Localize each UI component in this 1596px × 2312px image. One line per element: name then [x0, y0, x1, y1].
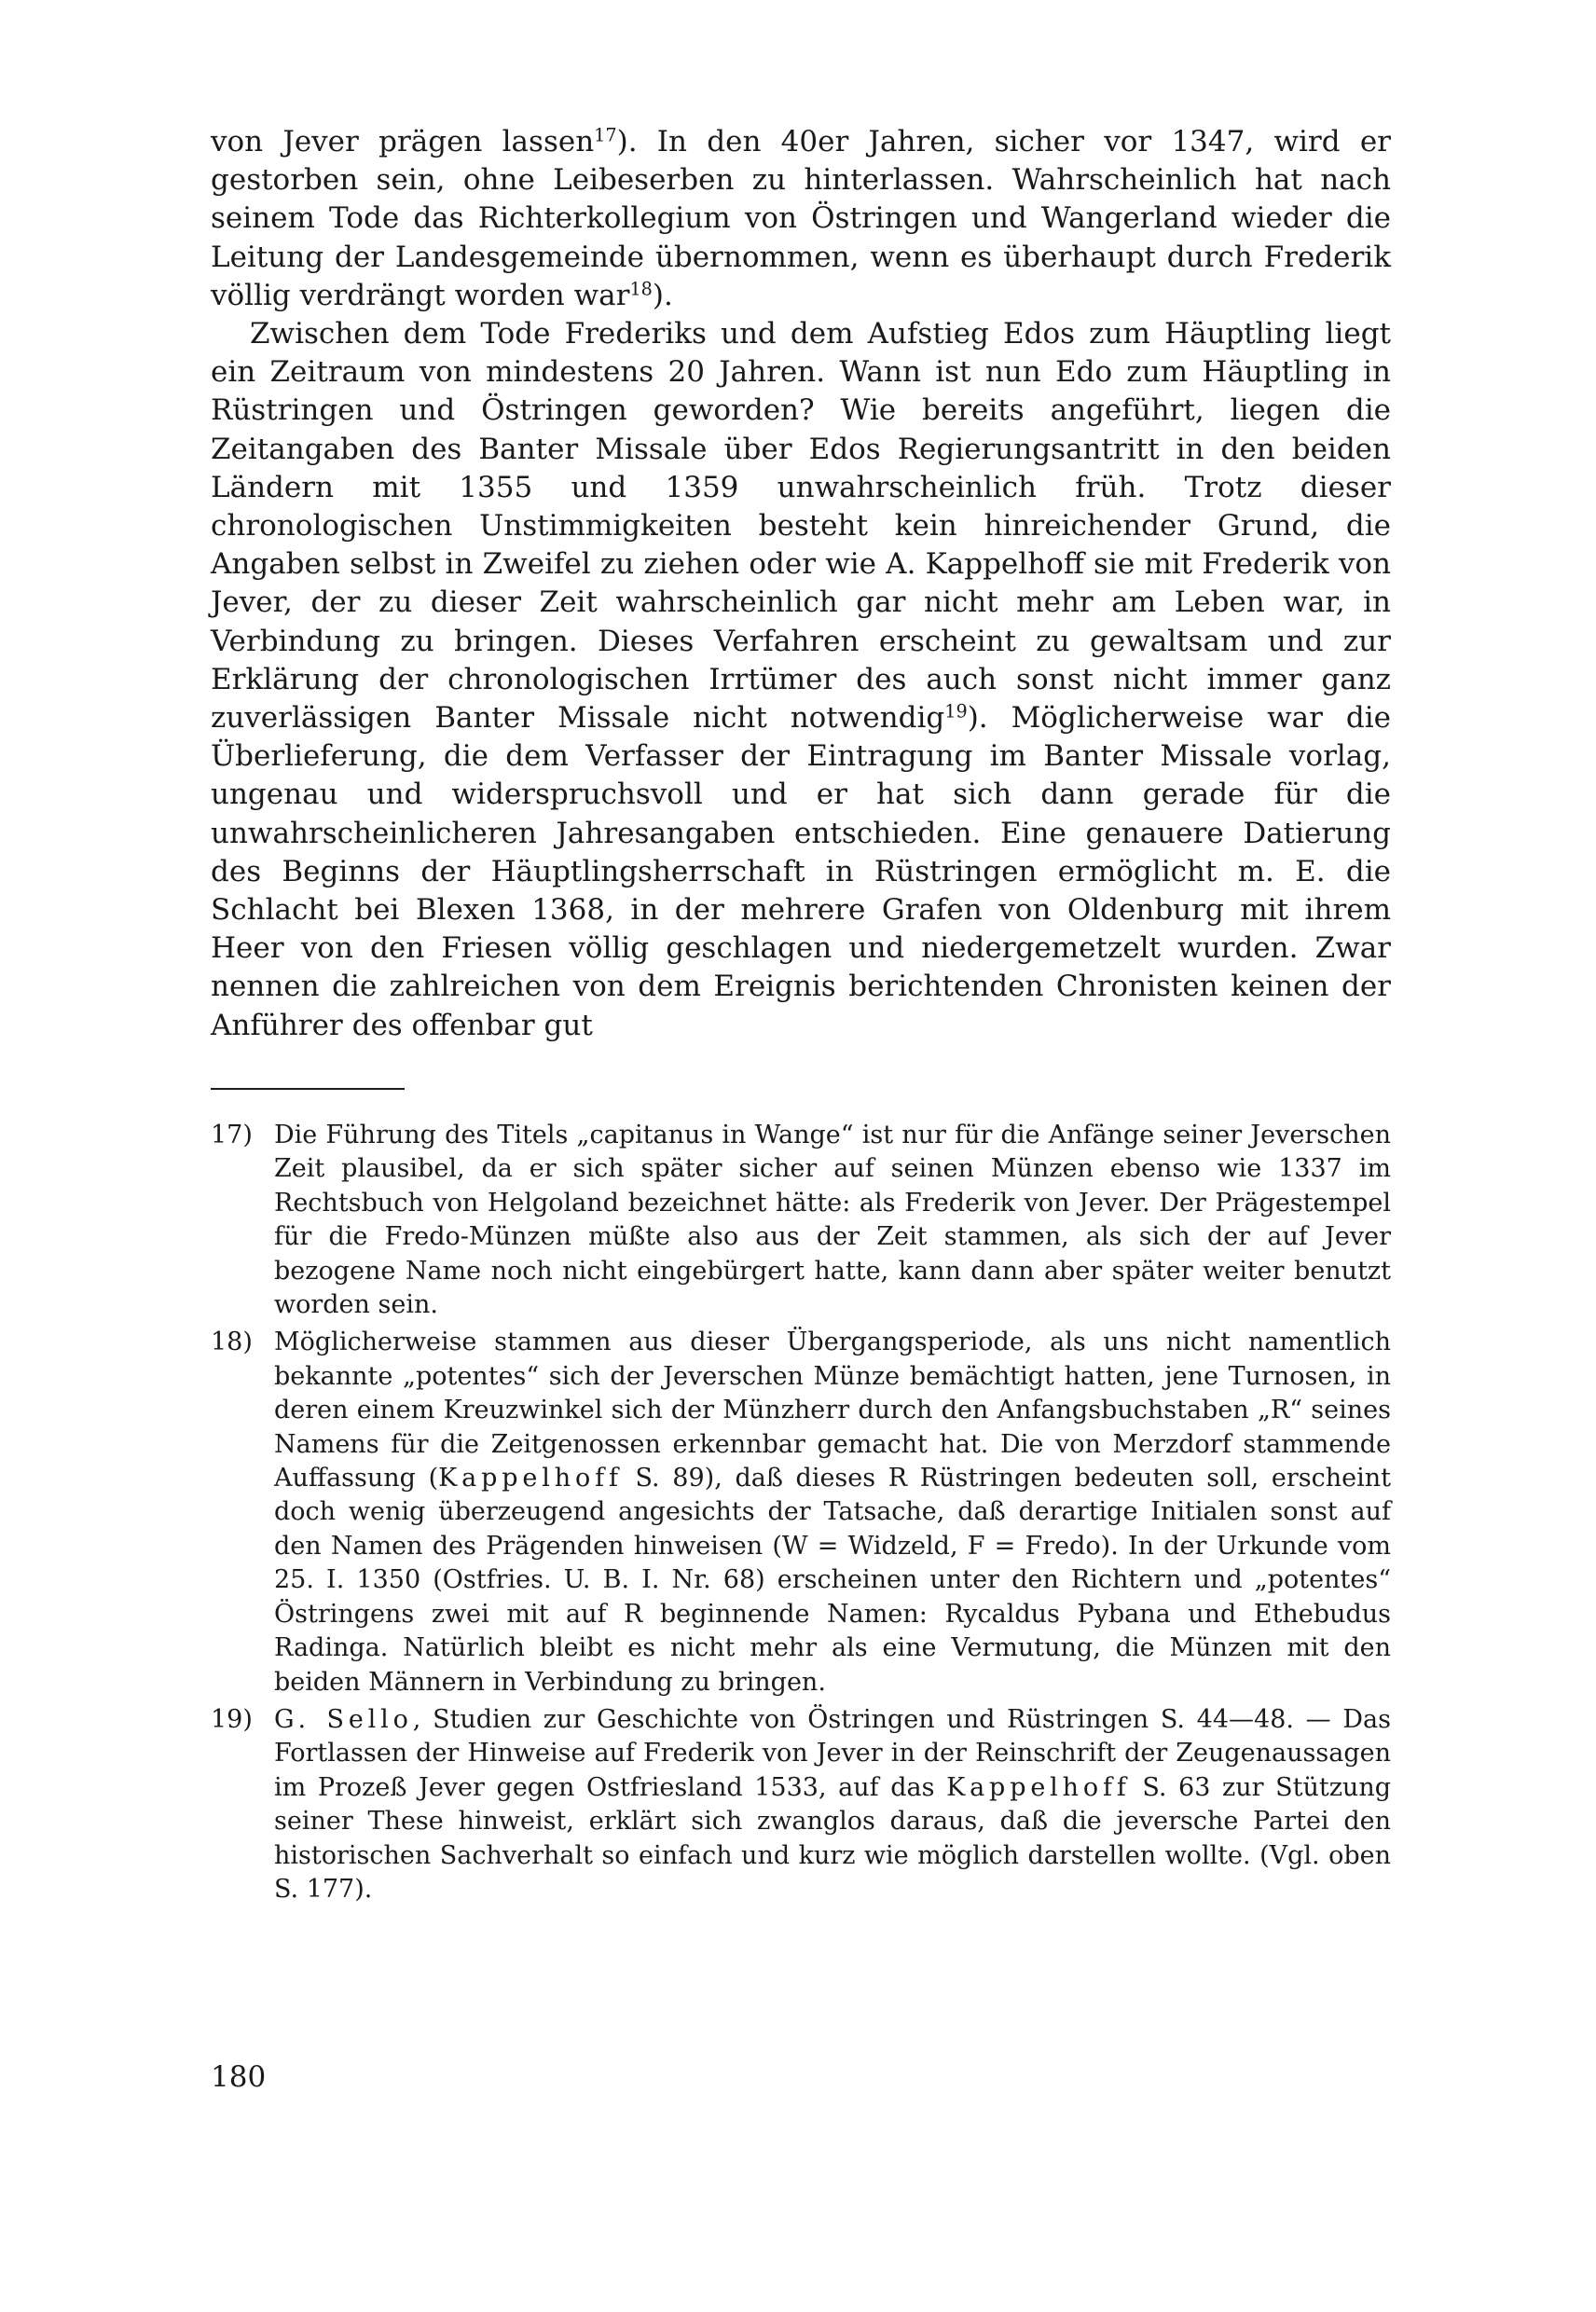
footnote-text-b: S. 89), daß dieses R Rüstringen bedeuten soll, erscheint doch wenig überzeugend angesichts der Tatsache, daß derartige Initialen sonst auf den Namen des Prägenden hinweisen (W = Widzeld, F = Fredo). In der Urkunde vom 25. I. 1350 (Ostfries. U. B. I. Nr. 68) erscheinen unter den Richtern und „potentes“ Östringens zwei mit auf R beginnende Namen: Rycaldus Pybana und Ethebudus Radinga. Natürlich bleibt es nicht mehr als eine Vermutung, die Münzen mit den beiden Männern in Verbindung zu bringen. [274, 1464, 1392, 1697]
paragraph-1-text: von Jever prägen lassen [211, 125, 595, 158]
footnote-text-a: Möglicherweise stammen aus dieser Übergangsperiode, als uns nicht namentlich bekannte „potentes“ sich der Jeverschen Münze bemächtigt hatten, jene Turnosen, in deren einem Kreuzwinkel sich der Münzherr durch den Anfangsbuchstaben „R“ seines Namens für die Zeitgenossen erkennbar gemacht hat. Die von Merzdorf stammende Auffassung ( [274, 1328, 1391, 1493]
main-text [211, 123, 1391, 1045]
footnote-ref-18: 18 [629, 278, 653, 300]
footnote-text [274, 1326, 1391, 1699]
author-name: Kappelhoff [438, 1464, 623, 1493]
footnote-number: 17) [211, 1121, 253, 1149]
page-number: 180 [211, 2060, 267, 2094]
footnote-number: 18) [211, 1328, 253, 1357]
footnote-18 [211, 1326, 1391, 1699]
footnote-text [274, 1703, 1391, 1906]
paragraph-1-text-b: ). In den 40er Jahren, sicher vor 1347, wird er gestorben sein, ohne Leibeserben zu hinterlassen. Wahrscheinlich hat nach seinem Tode das Richterkollegium von Östringen und Wangerland wieder die Leitung der Landesgemeinde übernommen, wenn es überhaupt durch Frederik völlig verdrängt worden war [211, 125, 1391, 312]
footnotes [211, 1119, 1391, 1910]
author-name: Kappelhoff [946, 1772, 1131, 1802]
footnote-ref-19: 19 [944, 700, 968, 722]
footnote-number: 19) [211, 1704, 253, 1734]
footnote-separator [211, 1088, 405, 1090]
author-name: G. Sello [274, 1704, 413, 1734]
footnote-19 [211, 1703, 1391, 1906]
paragraph-2 [211, 315, 1391, 1045]
footnote-text-a: , Studien zur Geschichte von Östringen und Rüstringen S. 44—48. — Das Fortlassen der Hinweise auf Frederik von Jever in der Reinschrift der Zeugenaussagen im Prozeß Jever gegen Ostfriesland 1533, auf das [274, 1704, 1391, 1802]
footnote-text-b: S. 63 zur Stützung seiner These hinweist, erklärt sich zwanglos daraus, daß die jeversche Partei den historischen Sachverhalt so einfach und kurz wie möglich darstellen wollte. (Vgl. oben S. 177). [274, 1772, 1391, 1904]
paragraph-1 [211, 123, 1391, 315]
paragraph-2-text-b: ). Möglicherweise war die Überlieferung, die dem Verfasser der Eintragung im Banter Missale vorlag, ungenau und widerspruchsvoll und er hat sich dann gerade für die unwahrscheinlicheren Jahresangaben entschieden. Eine genauere Datierung des Beginns der Häuptlingsherrschaft in Rüstringen ermöglicht m. E. die Schlacht bei Blexen 1368, in der mehrere Grafen von Oldenburg mit ihrem Heer von den Friesen völlig geschlagen und niedergemetzelt wurden. Zwar nennen die zahlreichen von dem Ereignis berichtenden Chronisten keinen der Anführer des offenbar gut [211, 701, 1391, 1042]
footnote-text: Die Führung des Titels „capitanus in Wange“ ist nur für die Anfänge seiner Jeverschen Zeit plausibel, da er sich später sicher auf seinen Münzen ebenso wie 1337 im Rechtsbuch von Helgoland bezeichnet hätte: als Frederik von Jever. Der Prägestempel für die Fredo-Münzen müßte also aus der Zeit stammen, als sich der auf Jever bezogene Name noch nicht eingebürgert hatte, kann dann aber später weiter benutzt worden sein. [274, 1121, 1391, 1320]
footnote-ref-17: 17 [594, 124, 617, 146]
paragraph-1-text-c: ). [652, 278, 673, 312]
paragraph-2-text: Zwischen dem Tode Frederiks und dem Aufstieg Edos zum Häuptling liegt ein Zeitraum von mindestens 20 Jahren. Wann ist nun Edo zum Häuptling in Rüstringen und Östringen geworden? Wie bereits angeführt, liegen die Zeitangaben des Banter Missale über Edos Regierungsantritt in den beiden Ländern mit 1355 und 1359 unwahrscheinlich früh. Trotz dieser chronologischen Unstimmigkeiten besteht kein hinreichender Grund, die Angaben selbst in Zweifel zu ziehen oder wie A. Kappelhoff sie mit Frederik von Jever, der zu dieser Zeit wahrscheinlich gar nicht mehr am Leben war, in Verbindung zu bringen. Dieses Verfahren erscheint zu gewaltsam und zur Erklärung der chronologischen Irrtümer des auch sonst nicht immer ganz zuverlässigen Banter Missale nicht notwendig [211, 317, 1391, 736]
footnote-17 [211, 1119, 1391, 1322]
